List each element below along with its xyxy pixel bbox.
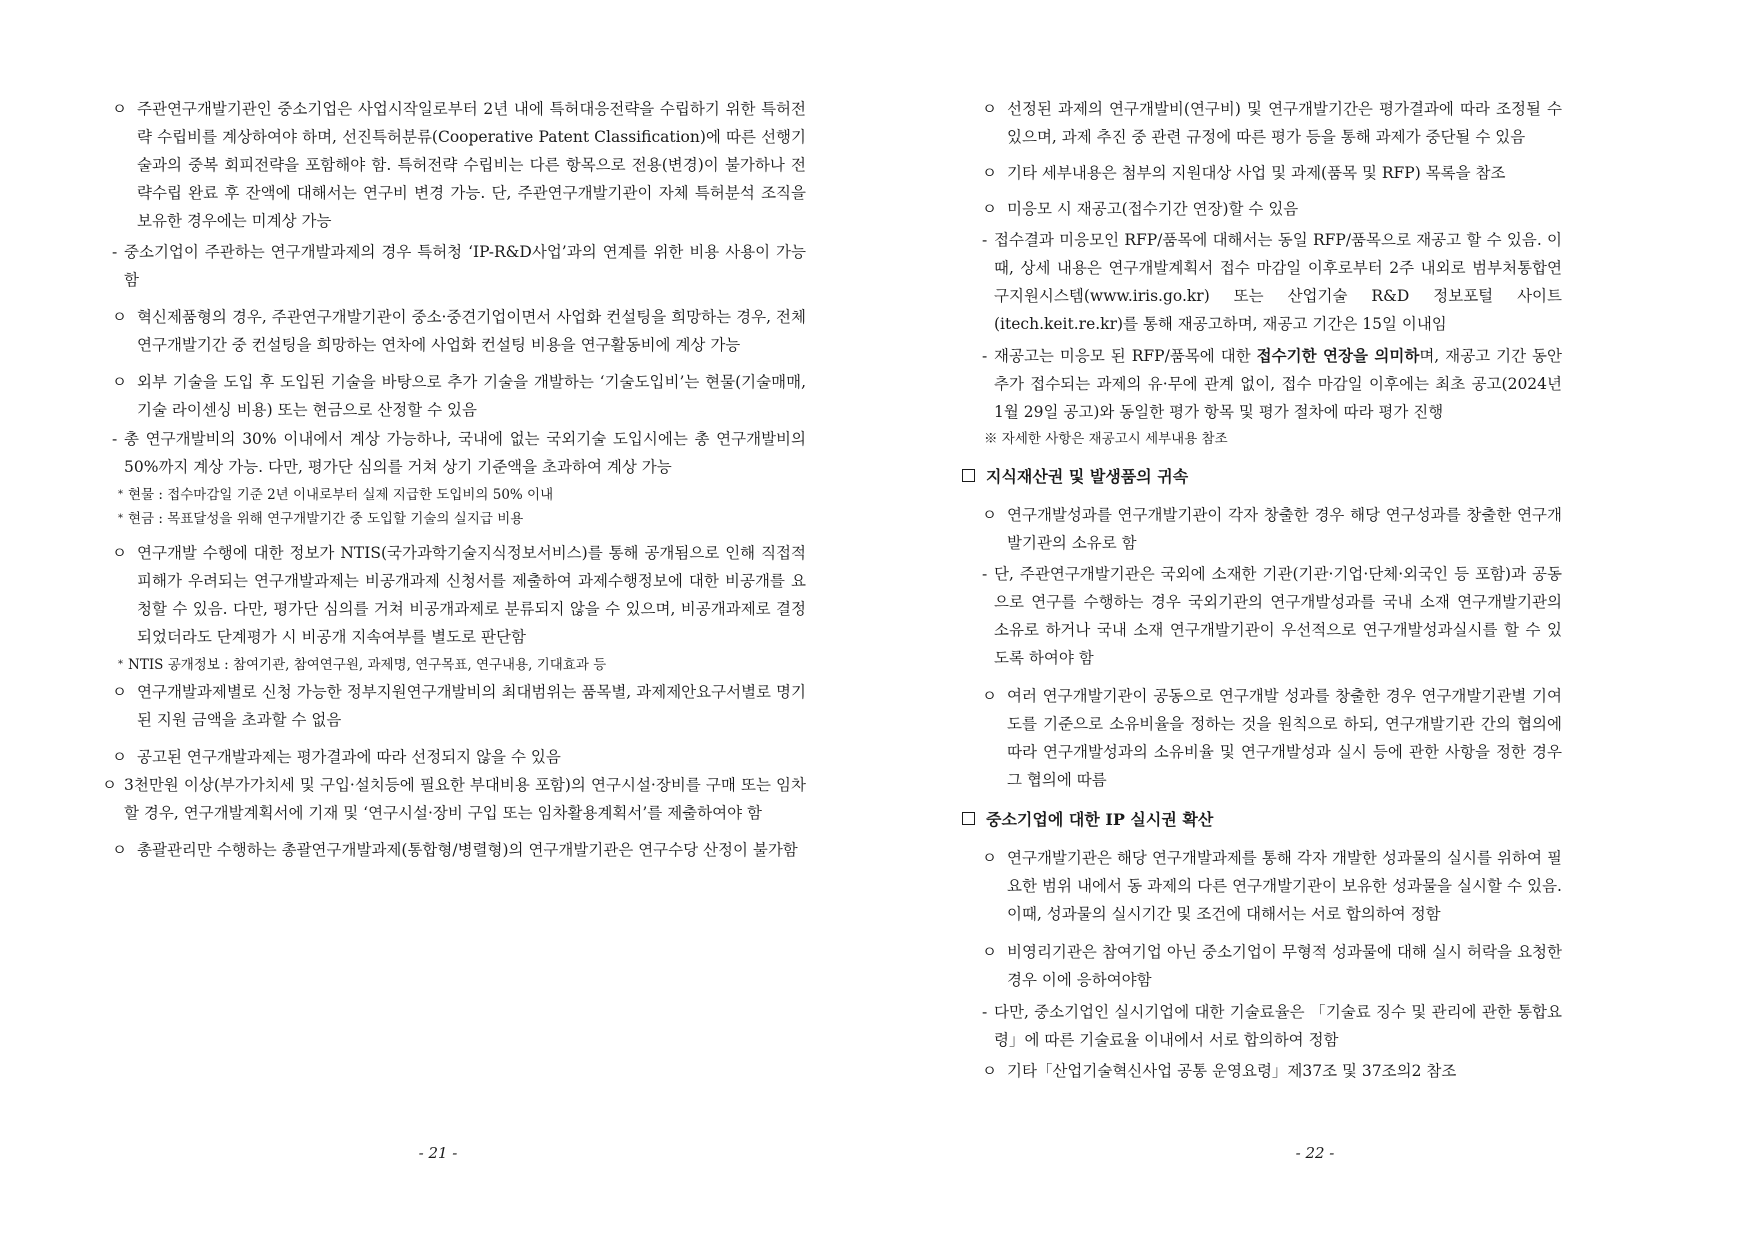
bullet-text: 주관연구개발기관인 중소기업은 사업시작일로부터 2년 내에 특허대응전략을 수립하기 위한 특허전략 수립비를 계상하여야 하며, 선진특허분류(Cooperative Patent Classification)에 따른 선행기술과의 중복 회피전략을 포함해야 함. 특허전략 수립비는 다른 항목으로 전용(변경)이 불가하나 전략수립 완료 후 잔액에 대해서는 연구비 변경 가능. 단, 주관연구개발기관이 자체 특허분석 조직을 보유한 경우에는 미계상 가능: [137, 100, 806, 230]
section-title: 지식재산권 및 발생품의 귀속: [986, 467, 1189, 486]
reference-mark-icon: ※: [984, 431, 998, 447]
bullet-text: 다만, 중소기업인 실시기업에 대한 기술료율은 「기술료 징수 및 관리에 관한 통합요령」에 따른 기술료율 이내에서 서로 합의하여 정함: [994, 1003, 1562, 1049]
page-number: - 22 -: [1295, 1144, 1335, 1162]
bullet-text: 총괄관리만 수행하는 총괄연구개발과제(통합형/병렬형)의 연구개발기관은 연구수당 산정이 불가함: [137, 841, 798, 859]
bullet-details-reference: [982, 159, 1562, 187]
bullet-selection-result: [112, 743, 806, 771]
bullet-text: 미응모 시 재공고(접수기간 연장)할 수 있음: [1007, 200, 1299, 218]
bullet-text-emphasis: 접수기한 연장을 의미하: [1256, 346, 1420, 365]
page-21: [0, 0, 876, 1240]
bullet-text: 연구개발기관은 해당 연구개발과제를 통해 각자 개발한 성과물의 실시를 위하여 필요한 범위 내에서 동 과제의 다른 연구개발기관이 보유한 성과물을 실시할 수 있음. 이때, 성과물의 실시기간 및 조건에 대해서는 서로 합의하여 정함: [1007, 849, 1562, 923]
bullet-patent-strategy: [112, 95, 806, 235]
asterisk-icon: *: [118, 489, 123, 500]
circle-bullet-icon: ㅇ: [112, 748, 127, 766]
bullet-text-part: 재공고는 미응모 된 RFP/품목에 대한: [994, 347, 1257, 365]
bullet-text: 여러 연구개발기관이 공동으로 연구개발 성과를 창출한 경우 연구개발기관별 기여도를 기준으로 소유비율을 정하는 것을 원칙으로 하되, 연구개발기관 간의 협의에 따라 연구개발성과의 소유비율 및 연구개발성과 실시 등에 관한 사항을 정한 경우 그 협의에 따름: [1007, 687, 1562, 789]
bullet-text: 공고된 연구개발과제는 평가결과에 따라 선정되지 않을 수 있음: [137, 748, 561, 766]
subbullet-foreign-institution: [982, 560, 1562, 672]
subbullet-reannouncement-procedure: [982, 226, 1562, 338]
bullet-text: 비영리기관은 참여기업 아닌 중소기업이 무형적 성과물에 대해 실시 허락을 요청한 경우 이에 응하여야함: [1007, 943, 1562, 989]
subbullet-tech-introduction-limit: [112, 425, 806, 481]
circle-bullet-icon: ㅇ: [112, 373, 127, 391]
checkbox-square-icon: [962, 812, 975, 825]
footnote-text: 현금 : 목표달성을 위해 연구개발기간 중 도입할 기술의 실지급 비용: [128, 511, 524, 527]
subbullet-royalty-rate: [982, 998, 1562, 1054]
dash-bullet-icon: -: [982, 1003, 988, 1021]
bullet-text: 연구개발 수행에 대한 정보가 NTIS(국가과학기술지식정보서비스)를 통해 공개됨으로 인해 직접적 피해가 우려되는 연구개발과제는 비공개과제 신청서를 제출하여 과제수행정보에 대한 비공개를 요청할 수 있음. 다만, 평가단 심의를 거쳐 비공개과제로 분류되지 않을 수 있으며, 비공개과제로 결정되었더라도 단계평가 시 비공개 지속여부를 별도로 판단함: [137, 544, 806, 646]
footnote-cash: [112, 507, 806, 531]
asterisk-icon: *: [118, 513, 123, 524]
bullet-equipment-purchase: [102, 771, 806, 827]
circle-bullet-icon: ㅇ: [982, 100, 997, 118]
page-21-content: [102, 95, 806, 864]
section-heading-ip-license: [962, 806, 1562, 834]
circle-bullet-icon: ㅇ: [112, 544, 127, 562]
bullet-budget-adjustment: [982, 95, 1562, 151]
bullet-joint-ownership: [982, 682, 1562, 794]
bullet-text: 기타「산업기술혁신사업 공통 운영요령」제37조 및 37조의2 참조: [1007, 1062, 1457, 1080]
section-title: 중소기업에 대한 IP 실시권 확산: [986, 810, 1214, 829]
bullet-reannouncement: [982, 195, 1562, 223]
subbullet-ip-rnd: [112, 238, 806, 294]
circle-bullet-icon: ㅇ: [112, 841, 127, 859]
note-text: 자세한 사항은 재공고시 세부내용 참조: [1001, 431, 1228, 447]
dash-bullet-icon: -: [982, 347, 988, 365]
page-22: [877, 0, 1753, 1240]
bullet-text: 연구개발과제별로 신청 가능한 정부지원연구개발비의 최대범위는 품목별, 과제제안요구서별로 명기된 지원 금액을 초과할 수 없음: [137, 683, 806, 729]
bullet-text: 기타 세부내용은 첨부의 지원대상 사업 및 과제(품목 및 RFP) 목록을 참조: [1007, 164, 1506, 182]
circle-bullet-icon: ㅇ: [982, 164, 997, 182]
section-heading-ip-ownership: [962, 463, 1562, 491]
circle-bullet-icon: ㅇ: [112, 308, 127, 326]
page-number: - 21 -: [418, 1144, 458, 1162]
bullet-text: 외부 기술을 도입 후 도입된 기술을 바탕으로 추가 기술을 개발하는 ‘기술도입비’는 현물(기술매매, 기술 라이센싱 비용) 또는 현금으로 산정할 수 있음: [137, 373, 806, 419]
bullet-other-reference: [982, 1057, 1562, 1085]
note-reannouncement: [982, 427, 1562, 451]
bullet-nonprofit-license: [982, 938, 1562, 994]
circle-bullet-icon: ㅇ: [112, 100, 127, 118]
bullet-innovative-product: [112, 303, 806, 359]
bullet-text: 총 연구개발비의 30% 이내에서 계상 가능하나, 국내에 없는 국외기술 도입시에는 총 연구개발비의 50%까지 계상 가능. 다만, 평가단 심의를 거쳐 상기 기준액을 초과하여 계상 가능: [124, 430, 806, 476]
circle-bullet-icon: ㅇ: [982, 849, 997, 867]
bullet-text: 접수결과 미응모인 RFP/품목에 대해서는 동일 RFP/품목으로 재공고 할 수 있음. 이때, 상세 내용은 연구개발계획서 접수 마감일 이후로부터 2주 내외로 범부처통합연구지원시스템(www.iris.go.kr) 또는 산업기술 R&D 정보포털 사이트(itech.keit.re.kr)를 통해 재공고하며, 재공고 기간은 15일 이내임: [994, 231, 1562, 333]
bullet-max-budget: [112, 678, 806, 734]
bullet-text: 단, 주관연구개발기관은 국외에 소재한 기관(기관·기업·단체·외국인 등 포함)과 공동으로 연구를 수행하는 경우 국외기관의 연구개발성과를 국내 소재 연구개발기관의 소유로 하거나 국내 소재 연구개발기관이 우선적으로 연구개발성과실시를 할 수 있도록 하여야 함: [994, 565, 1562, 667]
circle-bullet-icon: ㅇ: [982, 1062, 997, 1080]
circle-bullet-icon: ㅇ: [982, 200, 997, 218]
footnote-text: 현물 : 접수마감일 기준 2년 이내로부터 실제 지급한 도입비의 50% 이내: [128, 487, 554, 503]
bullet-ntis-disclosure: [112, 539, 806, 651]
bullet-tech-introduction: [112, 368, 806, 424]
bullet-text: 혁신제품형의 경우, 주관연구개발기관이 중소·중견기업이면서 사업화 컨설팅을 희망하는 경우, 전체 연구개발기간 중 컨설팅을 희망하는 연차에 사업화 컨설팅 비용을 연구활동비에 계상 가능: [137, 308, 806, 354]
dash-bullet-icon: -: [112, 430, 118, 448]
circle-bullet-icon: ㅇ: [102, 776, 117, 794]
footnote-in-kind: [112, 483, 806, 507]
checkbox-square-icon: [962, 469, 975, 482]
bullet-result-usage: [982, 844, 1562, 928]
dash-bullet-icon: -: [982, 565, 988, 583]
circle-bullet-icon: ㅇ: [982, 943, 997, 961]
circle-bullet-icon: ㅇ: [982, 506, 997, 524]
subbullet-reannouncement-meaning: [982, 342, 1562, 426]
bullet-general-management: [112, 836, 806, 864]
page-22-content: [982, 95, 1562, 1085]
bullet-text: 중소기업이 주관하는 연구개발과제의 경우 특허청 ‘IP-R&D사업’과의 연계를 위한 비용 사용이 가능함: [124, 243, 806, 289]
dash-bullet-icon: -: [982, 231, 988, 249]
footnote-text: NTIS 공개정보 : 참여기관, 참여연구원, 과제명, 연구목표, 연구내용, 기대효과 등: [128, 657, 607, 673]
bullet-text-part: 며, 재공고 기간 동안 추가 접수되는 과제의 유·무에 관계 없이, 접수 마감일 이후에는 최초 공고(2024년 1월 29일 공고)와 동일한 평가 항목 및 평가 절차에 따라 평가 진행: [994, 347, 1562, 421]
circle-bullet-icon: ㅇ: [112, 683, 127, 701]
dash-bullet-icon: -: [112, 243, 118, 261]
bullet-text: 연구개발성과를 연구개발기관이 각자 창출한 경우 해당 연구성과를 창출한 연구개발기관의 소유로 함: [1007, 506, 1562, 552]
circle-bullet-icon: ㅇ: [982, 687, 997, 705]
bullet-text: 선정된 과제의 연구개발비(연구비) 및 연구개발기간은 평가결과에 따라 조정될 수 있으며, 과제 추진 중 관련 규정에 따른 평가 등을 통해 과제가 중단될 수 있음: [1007, 100, 1562, 146]
asterisk-icon: *: [118, 659, 123, 670]
footnote-ntis-info: [112, 653, 806, 677]
bullet-text: 3천만원 이상(부가가치세 및 구입·설치등에 필요한 부대비용 포함)의 연구시설·장비를 구매 또는 임차할 경우, 연구개발계획서에 기재 및 ‘연구시설·장비 구입 또는 임차활용계획서’를 제출하여야 함: [124, 776, 806, 822]
bullet-ip-ownership: [982, 501, 1562, 557]
